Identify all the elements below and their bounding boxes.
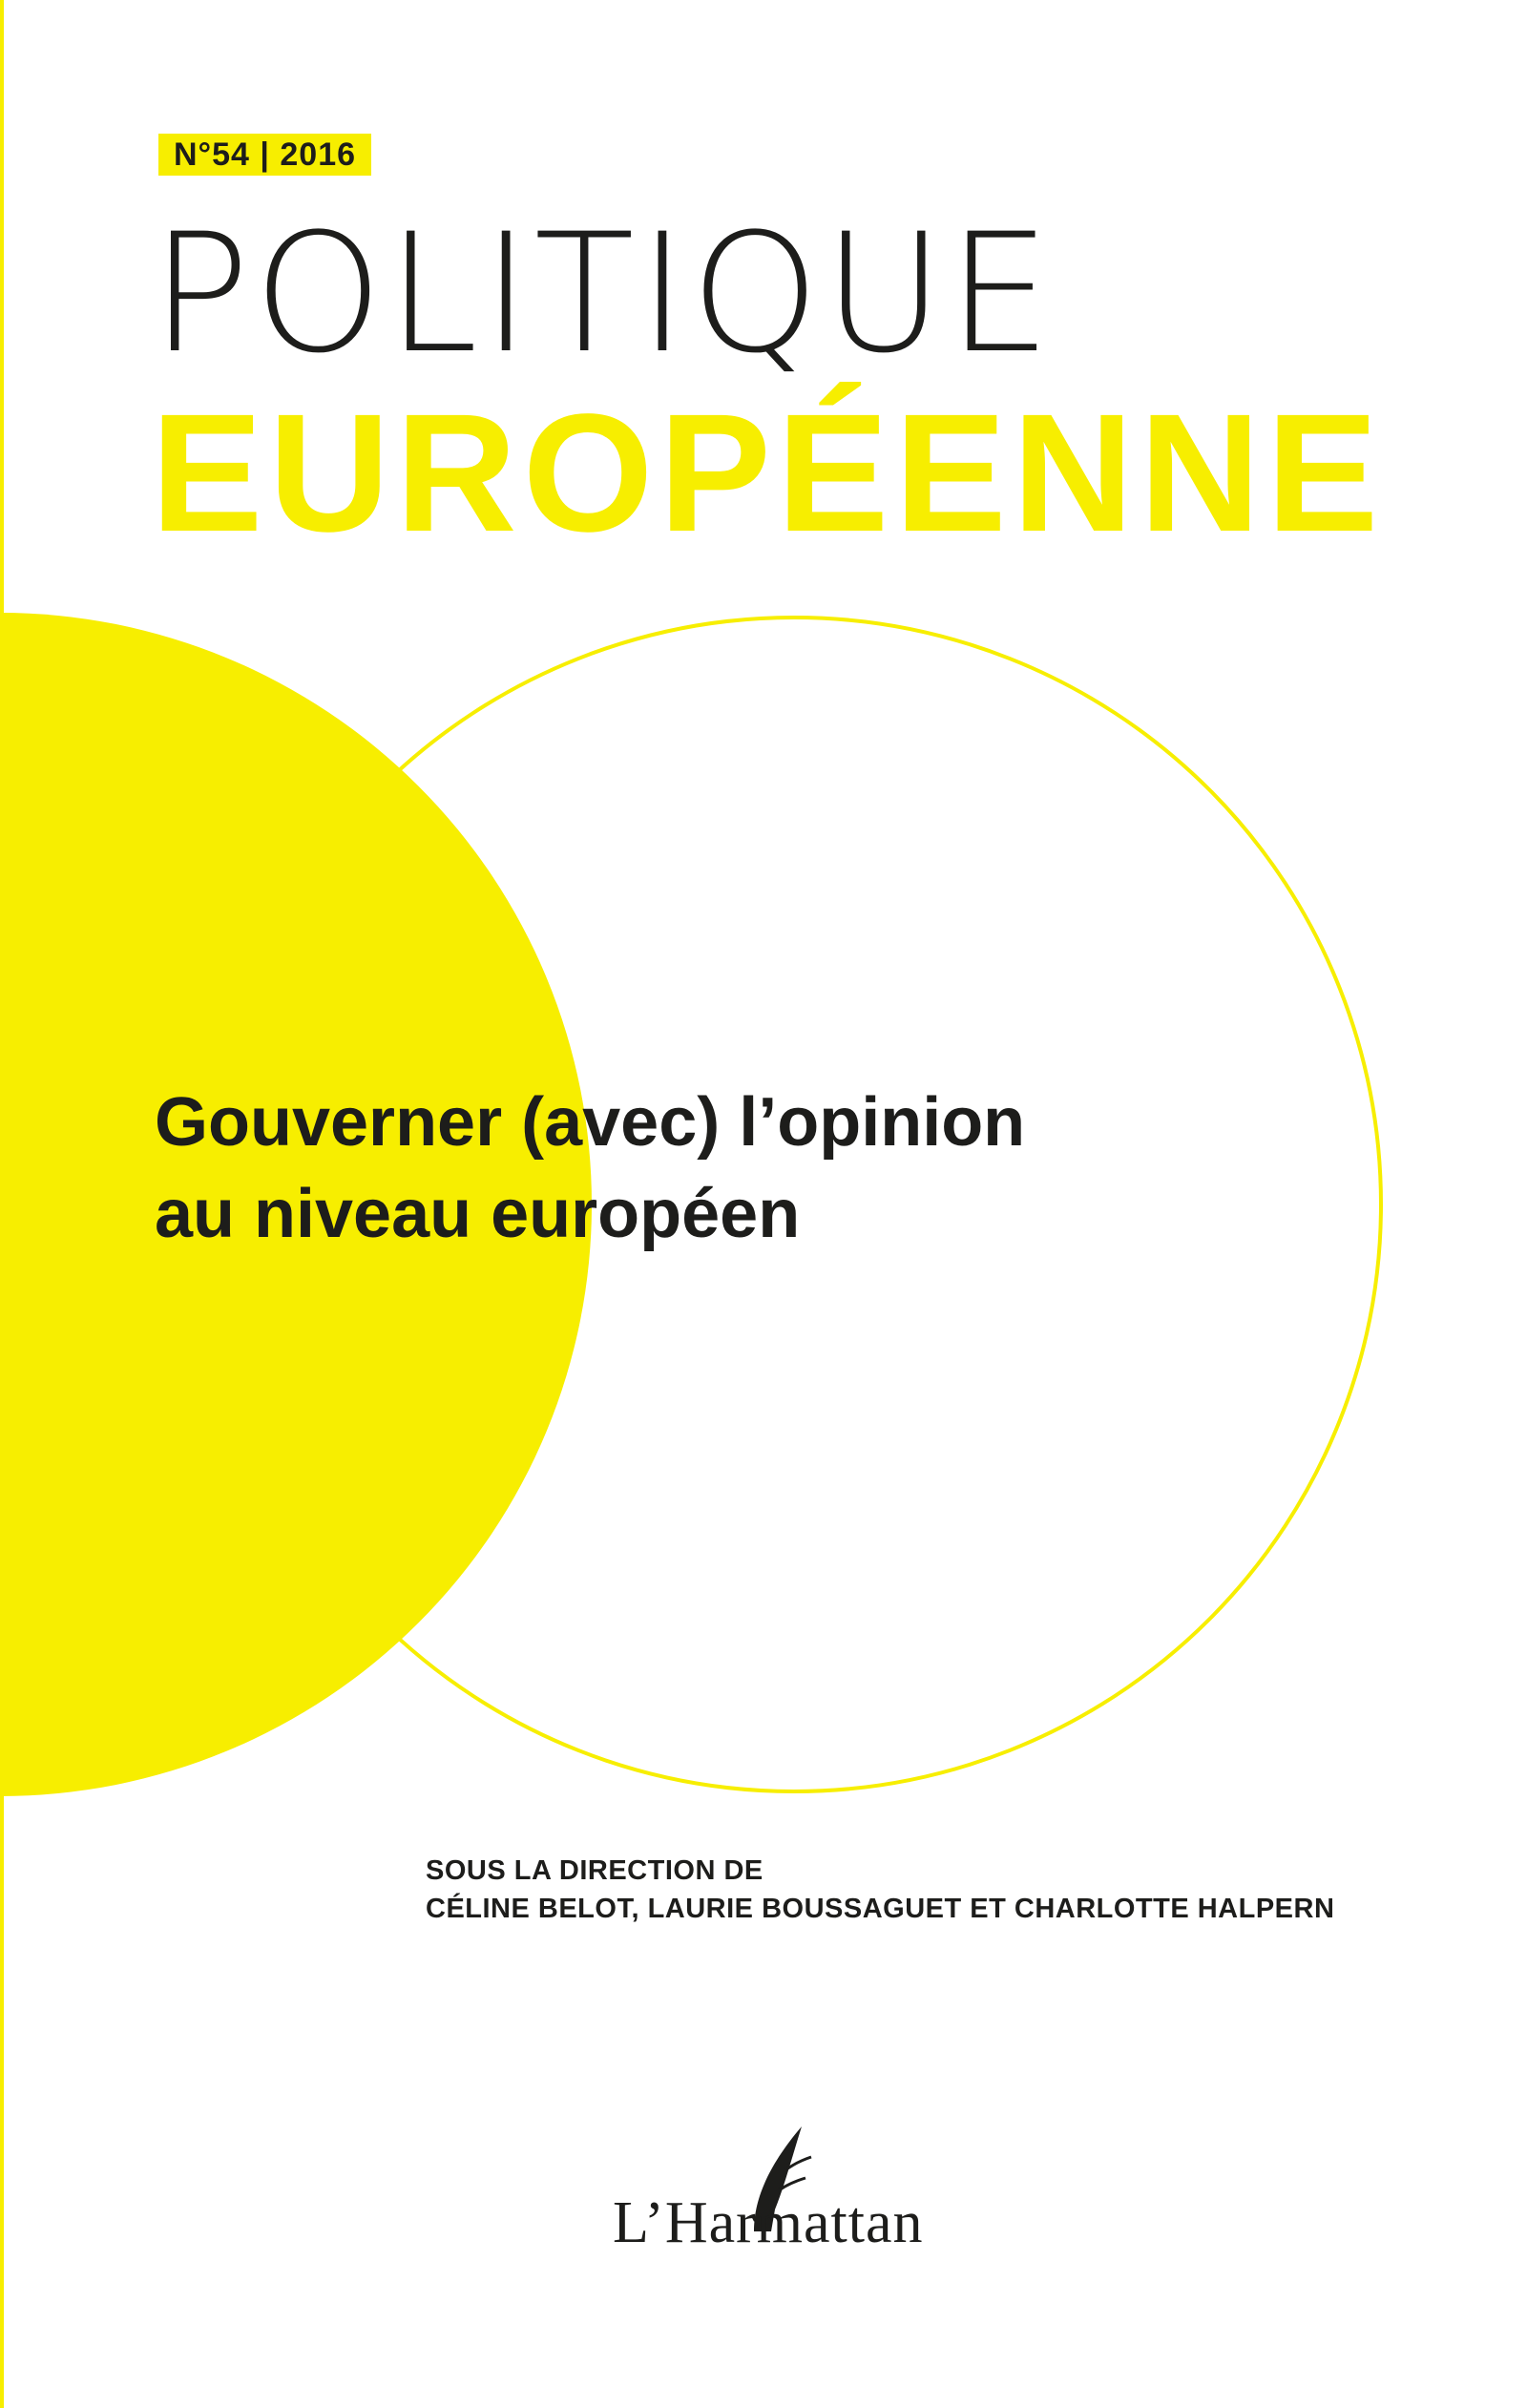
publisher-logo [611,2119,926,2255]
publisher-name: L’Harmattan [613,2190,924,2255]
issue-title [155,1077,1025,1260]
editors-names: CÉLINE BELOT, LAURIE BOUSSAGUET ET CHARLOTTE HALPERN [426,1894,1335,1924]
issue-badge: N°54 | 2016 [158,134,371,176]
journal-title-line2: EUROPÉENNE [151,380,1385,567]
issue-title-line2: au niveau européen [155,1176,801,1252]
issue-title-line1: Gouverner (avec) l’opinion [155,1084,1026,1161]
editors-block [426,1852,1334,1928]
editors-intro: SOUS LA DIRECTION DE [426,1855,764,1886]
journal-title-line1: POLITIQUE [151,198,1056,389]
